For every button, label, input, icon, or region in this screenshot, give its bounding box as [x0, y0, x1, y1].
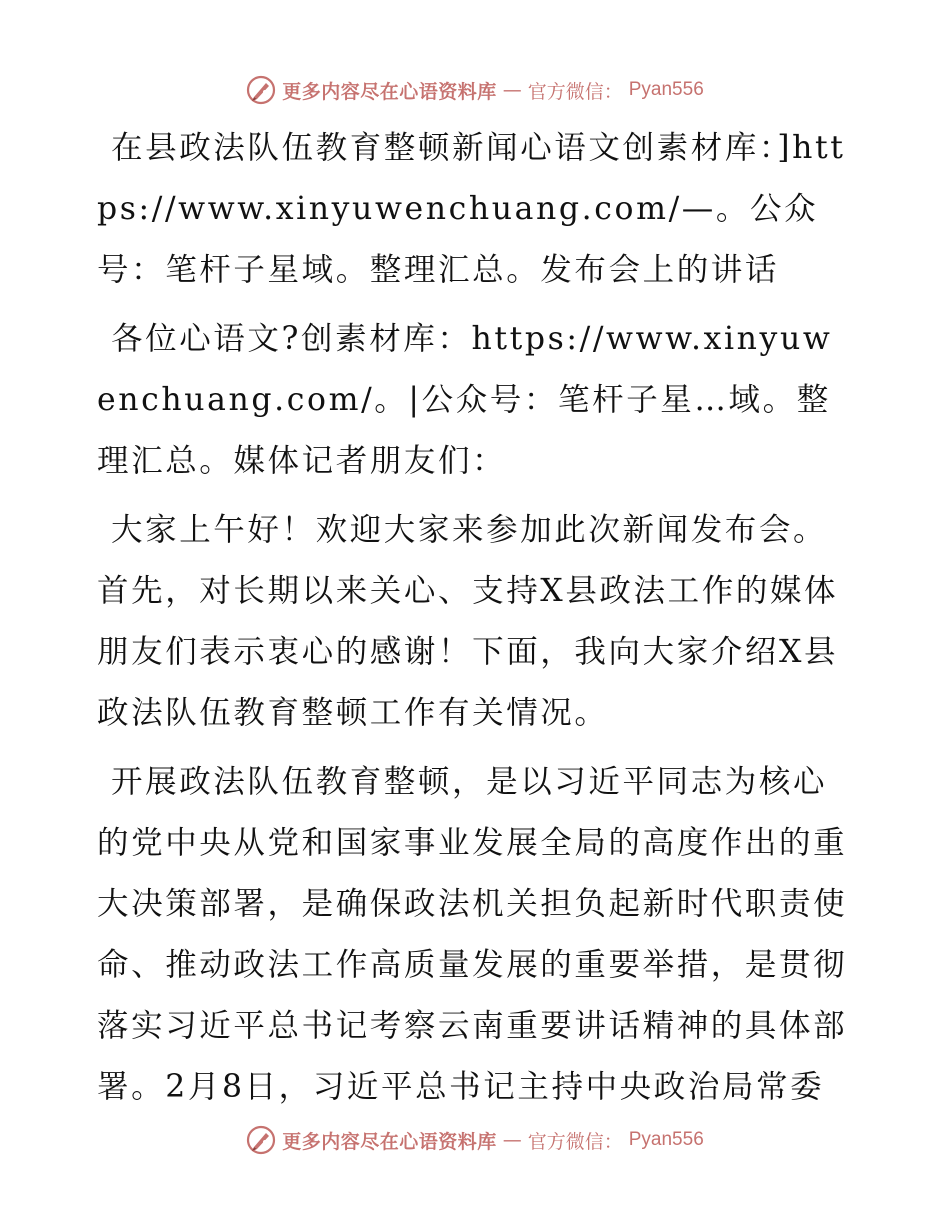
paragraph-title: 在县政法队伍教育整顿新闻心语文创素材库：]https://www.xinyuwenchuang.com/—。公众号：笔杆子星域。整理汇总。发布会上的讲话: [97, 130, 846, 288]
header-contact-label: 官方微信：: [527, 80, 623, 103]
paragraph-salutation: 各位心语文?创素材库：https://www.xinyuwenchuang.com/。|公众号：笔杆子星…域。整理汇总。媒体记者朋友们：: [97, 321, 833, 479]
header-slogan: 更多内容尽在心语资料库: [282, 80, 497, 103]
footer-watermark-banner: [0, 1120, 950, 1160]
footer-separator: —: [502, 1129, 522, 1151]
pen-logo-icon: [246, 1125, 276, 1155]
paragraph-greeting: 大家上午好！欢迎大家来参加此次新闻发布会。首先，对长期以来关心、支持X县政法工作的媒体朋友们表示衷心的感谢！下面，我向大家介绍X县政法队伍教育整顿工作有关情况。: [97, 512, 839, 731]
footer-contact-handle: Pyan556: [628, 1129, 704, 1150]
header-contact-handle: Pyan556: [628, 79, 704, 100]
header-separator: —: [502, 79, 522, 101]
pen-logo-icon: [246, 75, 276, 105]
header-watermark-banner: [0, 70, 950, 110]
footer-contact-label: 官方微信：: [527, 1130, 623, 1153]
document-body: [97, 118, 849, 1126]
paragraph-main: 开展政法队伍教育整顿，是以习近平同志为核心的党中央从党和国家事业发展全局的高度作出的重大决策部署，是确保政法机关担负起新时代职责使命、推动政法工作高质量发展的重要举措，是贯彻落实习近平总书记考察云南重要讲话精神的具体部署。2月8日，习近平总书记主持中央政治局常委: [97, 764, 848, 1105]
footer-slogan: 更多内容尽在心语资料库: [282, 1130, 497, 1153]
